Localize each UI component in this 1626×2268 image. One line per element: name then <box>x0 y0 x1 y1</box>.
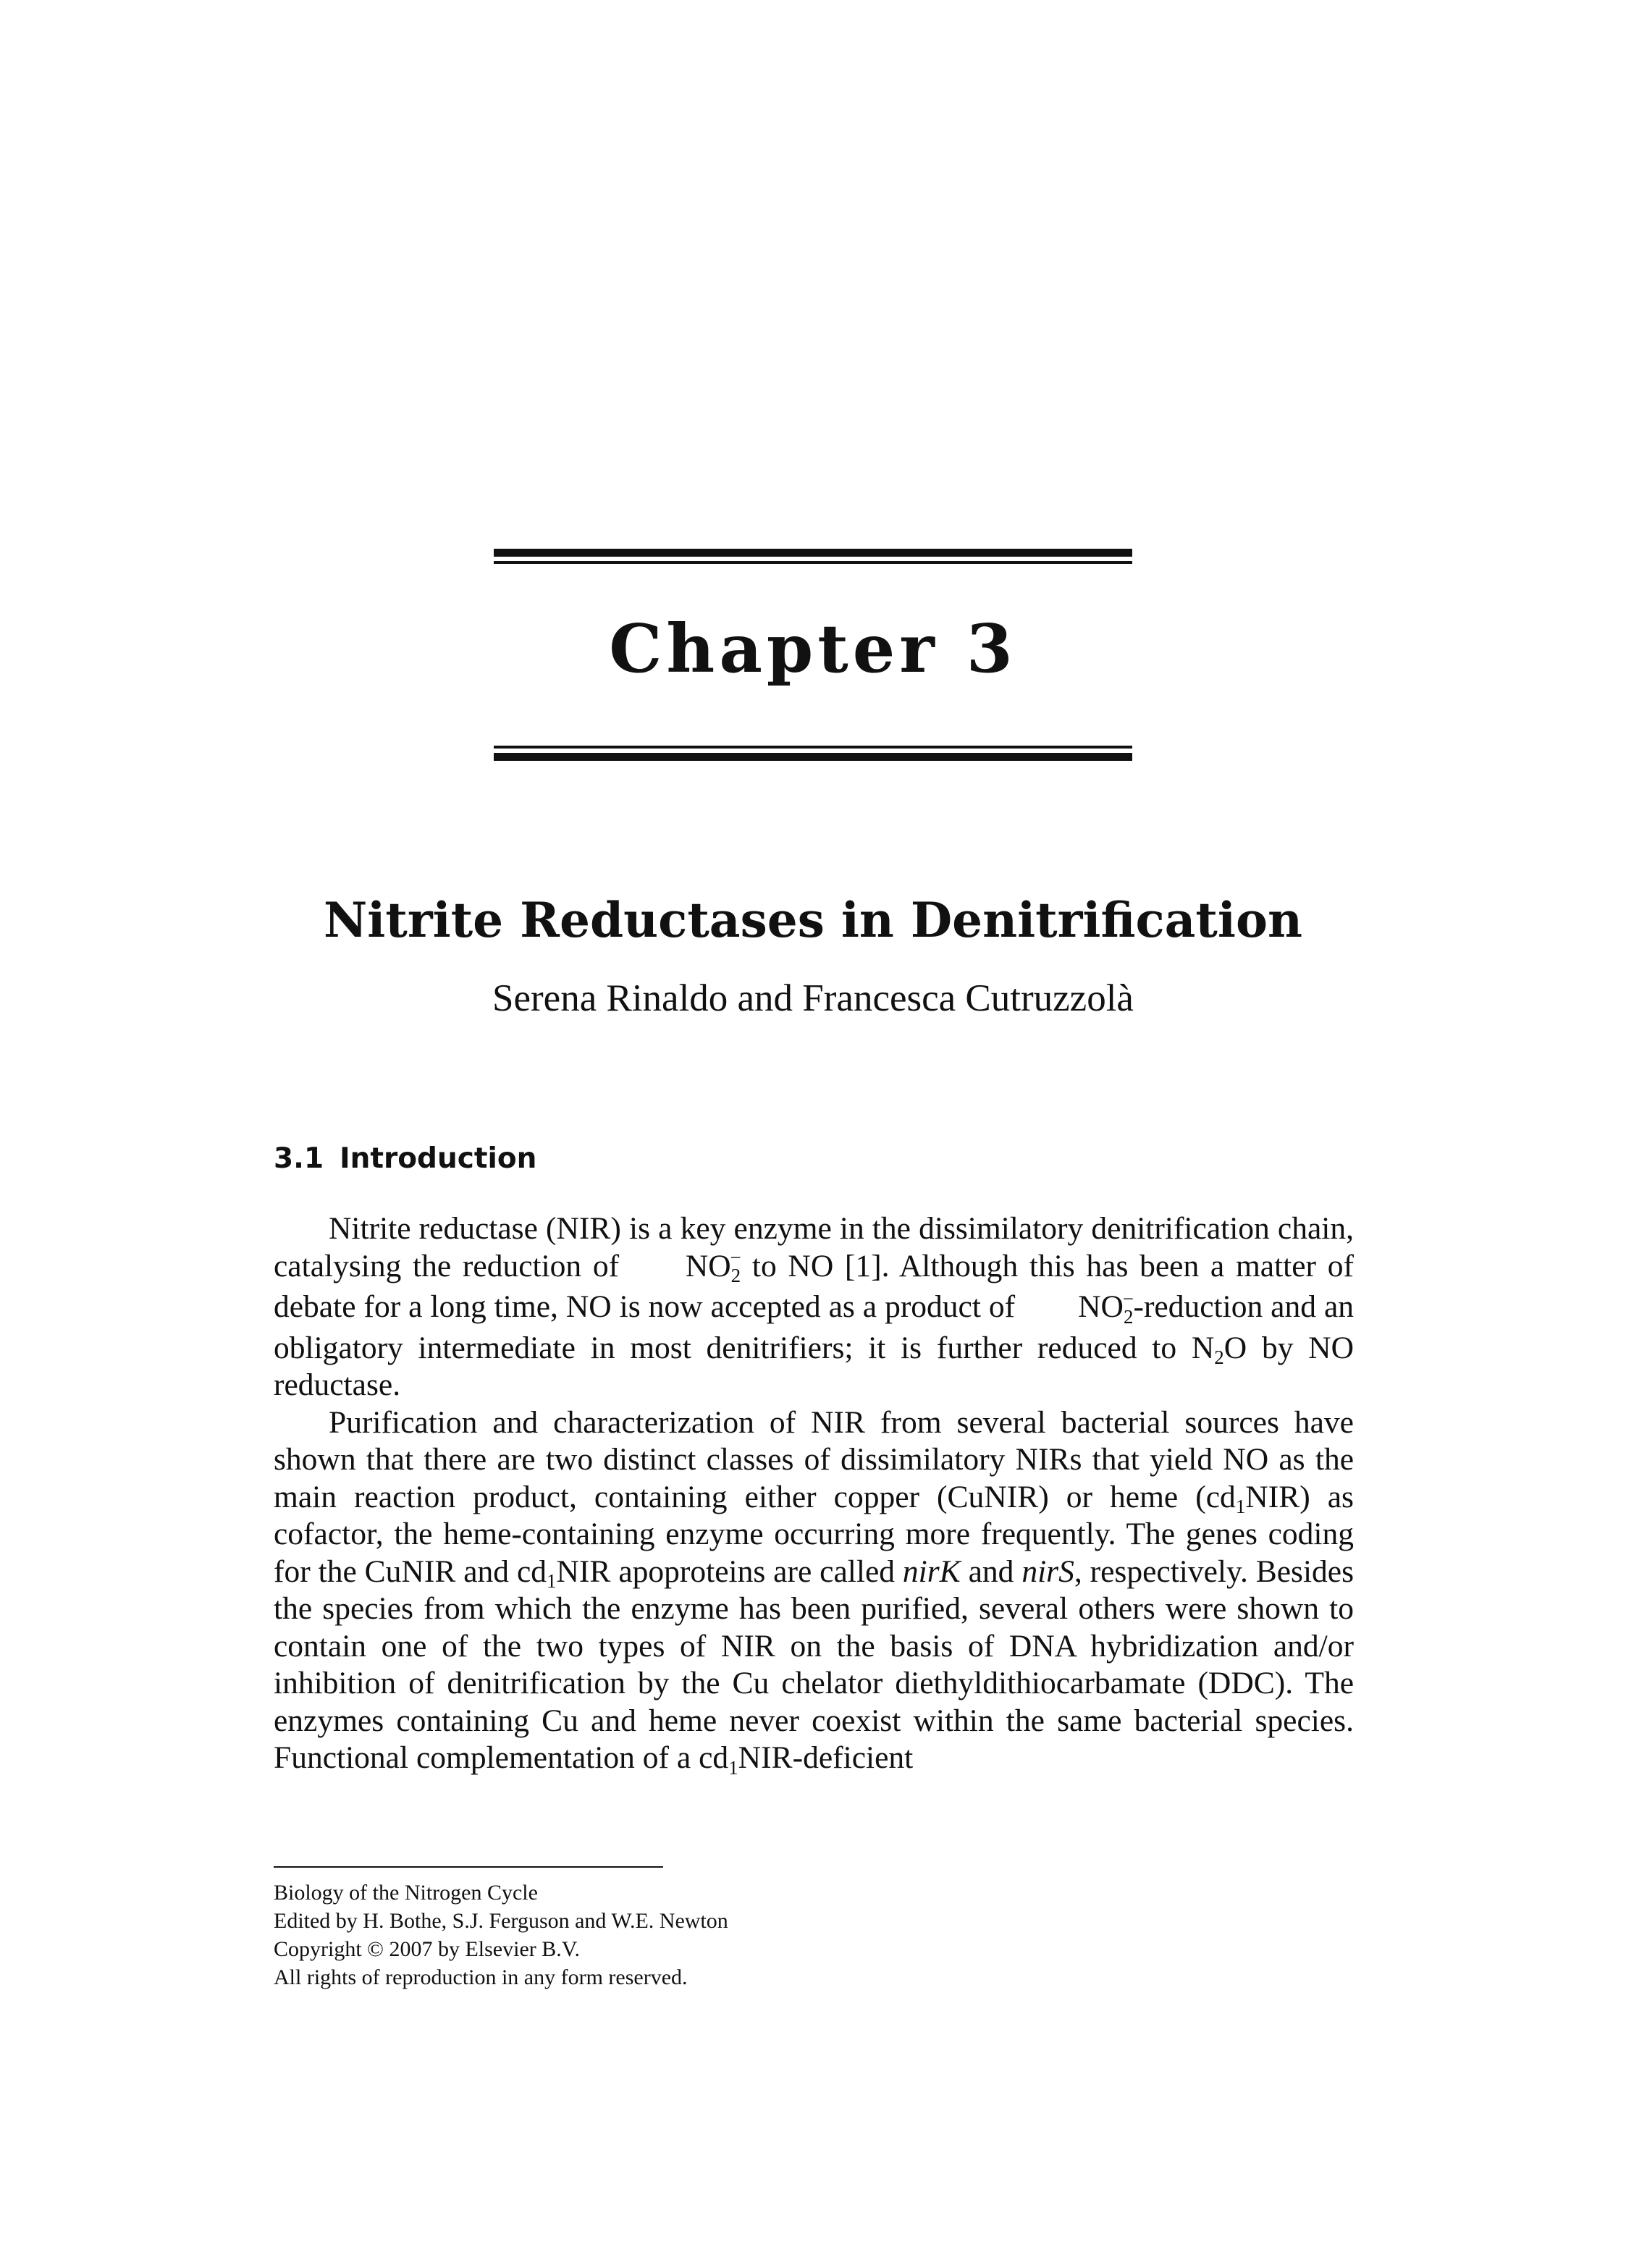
term-subscript: 1 <box>547 1570 557 1593</box>
body-text <box>274 1210 1354 1777</box>
footnote-rights: All rights of reproduction in any form reserved. <box>274 1965 688 1989</box>
formula-subscript: 2 <box>1214 1346 1224 1369</box>
formula-base: NO <box>1078 1289 1124 1324</box>
nitrite-formula <box>1023 1289 1133 1330</box>
text-run: Purification and characterization of NIR from several bacterial sources have shown that there are two distinct classes of dissimilatory NIRs that yield NO as the main reaction product, containing either copper (CuNIR) or heme ( <box>274 1404 1354 1514</box>
section-title: Introduction <box>340 1142 537 1175</box>
paragraph-2 <box>274 1404 1354 1777</box>
footnote-copyright: Copyright © 2007 by Elsevier B.V. <box>274 1937 581 1961</box>
paragraph-1 <box>274 1210 1354 1404</box>
text-run: by NO reductase. <box>274 1330 1354 1402</box>
footnote-rule <box>274 1866 663 1868</box>
term-part: cd <box>1205 1479 1236 1514</box>
text-run: -reduction and an obligatory intermediate in most denitrifiers; it is further reduced to <box>274 1289 1355 1365</box>
n2o-formula <box>1191 1330 1247 1369</box>
formula-base: O <box>1223 1330 1247 1365</box>
gene-name: nirS <box>1021 1554 1074 1589</box>
copyright-footnote <box>274 1879 728 1991</box>
rule-thick <box>494 549 1132 557</box>
text-run: -deficient <box>792 1740 914 1775</box>
cd1nir-term <box>1205 1479 1300 1518</box>
rule-thin <box>494 561 1132 564</box>
formula-base: N <box>1191 1330 1215 1365</box>
text-run: to NO [1]. Although this has been a matter of debate for a long time, NO is now accepted as a product of <box>274 1248 1354 1324</box>
text-run: apoproteins are called <box>618 1554 896 1589</box>
footnote-book-title: Biology of the Nitrogen Cycle <box>274 1881 538 1905</box>
chapter-rule-top <box>494 549 1132 564</box>
formula-base: NO <box>685 1248 731 1283</box>
chapter-title: Nitrite Reductases in Denitrification <box>323 892 1303 948</box>
formula-subscript: 2 <box>1123 1305 1134 1328</box>
text-run: , respectively. Besides the species from which the enzyme has been purified, several others were shown to contain one of the two types of NIR on the basis of DNA hybridization and/or inhibition of denitrification by the Cu chelator diethyldithiocarbamate (DDC). The enzymes containing Cu and heme never coexist within the same bacterial species. Functional complementation of a <box>274 1554 1355 1775</box>
term-subscript: 1 <box>728 1756 738 1779</box>
formula-charge: − <box>1122 1287 1134 1310</box>
text-run: ) as cofactor, the heme-containing enzyme occurring more frequently. The genes coding for the CuNIR and <box>274 1479 1354 1589</box>
cd1nir-term <box>699 1740 793 1779</box>
term-part: cd <box>516 1554 547 1589</box>
chapter-label: Chapter 3 <box>609 610 1017 688</box>
text-run: Nitrite reductase (NIR) is a key enzyme in the dissimilatory denitrification chain, catalysing the reduction of <box>274 1211 1354 1283</box>
section-number: 3.1 <box>274 1142 324 1175</box>
cd1nir-term <box>516 1554 611 1593</box>
text-run: and <box>968 1554 1014 1589</box>
nitrite-formula <box>631 1248 741 1289</box>
footnote-editors: Edited by H. Bothe, S.J. Ferguson and W.E. Newton <box>274 1909 728 1933</box>
term-part: NIR <box>1245 1479 1300 1514</box>
gene-name: nirK <box>902 1554 961 1589</box>
formula-subscript: 2 <box>730 1265 741 1287</box>
term-part: NIR <box>556 1554 611 1589</box>
formula-charge: − <box>730 1247 741 1269</box>
term-subscript: 1 <box>1235 1496 1246 1518</box>
rule-thick <box>494 753 1132 761</box>
term-part: NIR <box>738 1740 793 1775</box>
term-part: cd <box>699 1740 729 1775</box>
chapter-authors: Serena Rinaldo and Francesca Cutruzzolà <box>492 977 1134 1019</box>
chapter-rule-bottom <box>494 746 1132 761</box>
section-heading <box>274 1144 536 1173</box>
